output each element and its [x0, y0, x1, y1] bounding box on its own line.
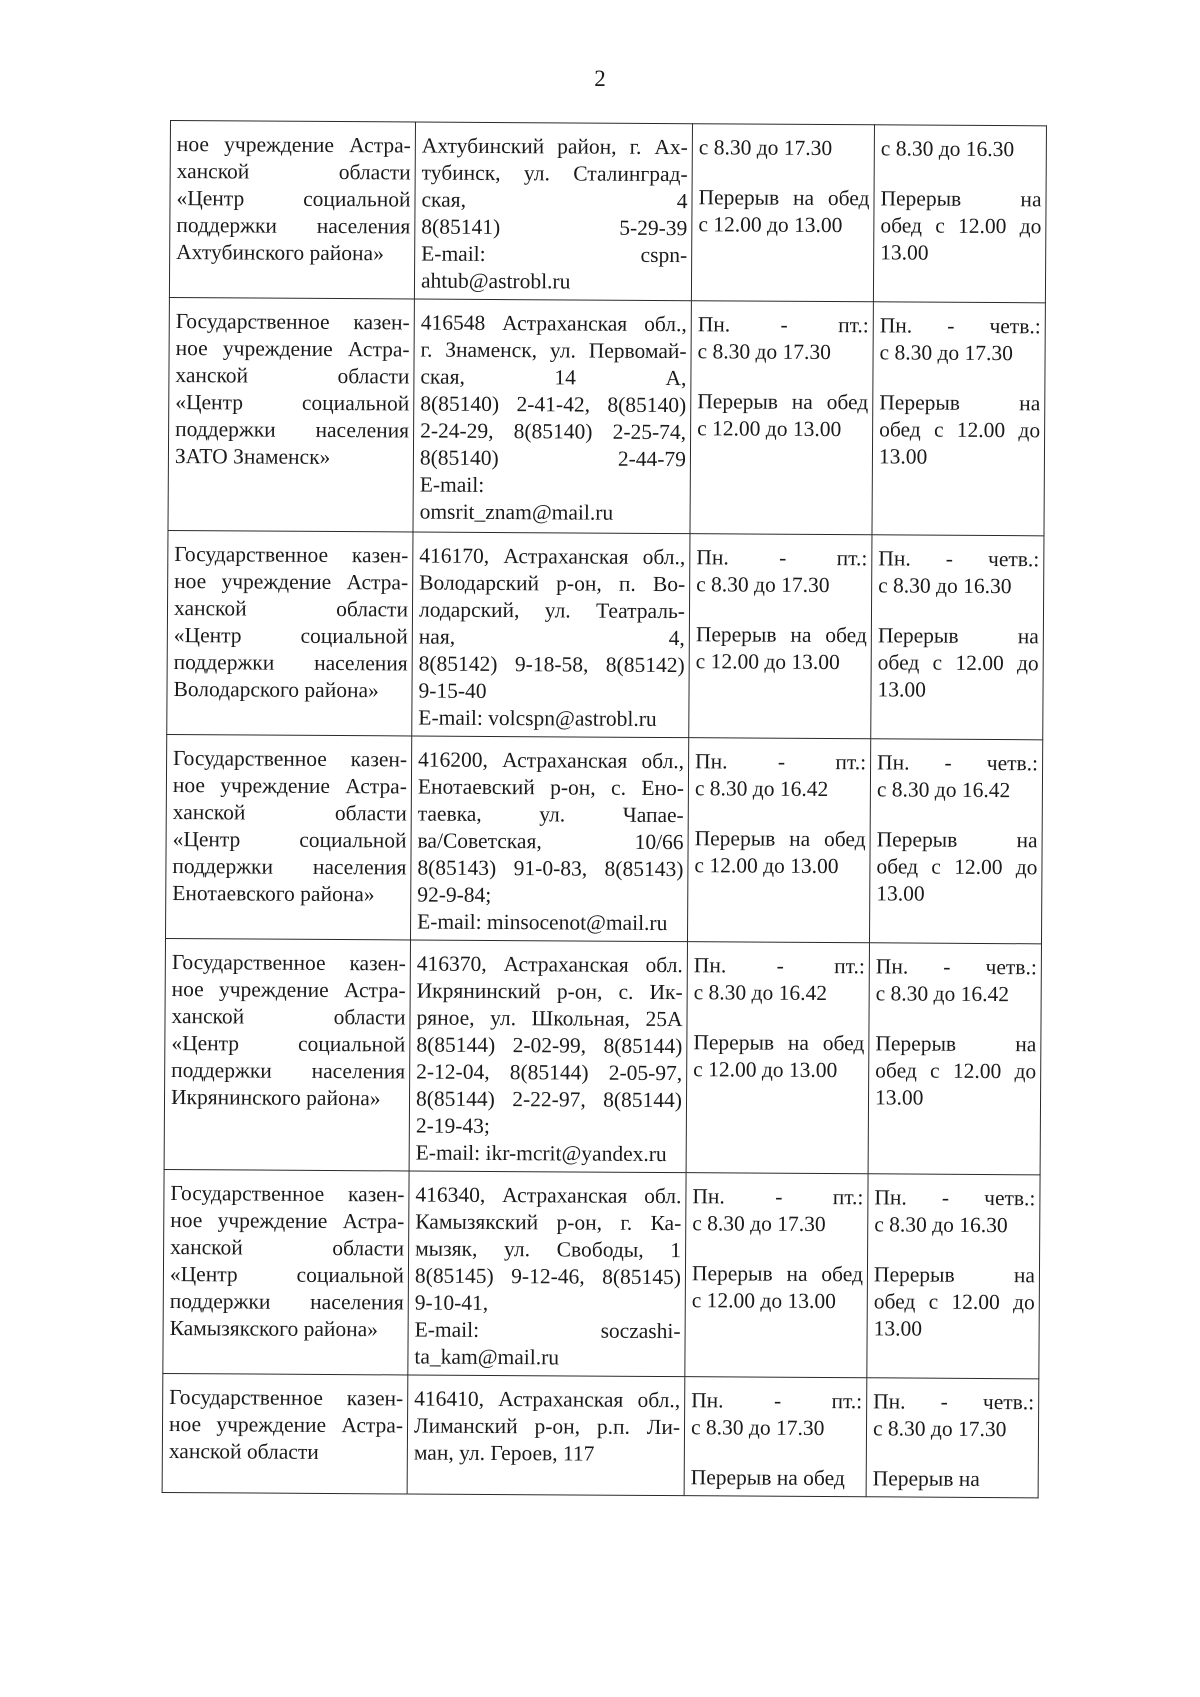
cell-text-line: с 8.30 до 16.30: [874, 1212, 1008, 1238]
cell-text-line: Перерыв на: [879, 390, 1041, 416]
cell-text-line: ное учреждение Астра-: [168, 1412, 404, 1438]
cell-text-line: «Центр социальной: [176, 186, 411, 212]
cell-text-line: с 8.30 до 16.42: [875, 981, 1010, 1007]
cell-text-line: ahtub@astrobl.ru: [420, 268, 571, 294]
cell-text-line: 8(85144) 2-02-99, 8(85144): [416, 1032, 683, 1059]
working-hours-mon-fri-cell: [690, 301, 873, 535]
spacer: [692, 1237, 863, 1261]
cell-text-line: Государственное казен-: [169, 1385, 404, 1411]
cell-text-line: с 8.30 до 17.30: [872, 1416, 1007, 1442]
cell-text-line: обед с 12.00 до: [876, 854, 1038, 880]
address-contacts-cell: [413, 299, 691, 534]
address-contacts-cell: [408, 1171, 686, 1377]
cell-text-line: обед с 12.00 до: [873, 1289, 1035, 1315]
cell-text-line: поддержки населения: [176, 213, 411, 239]
spacer: [881, 162, 1042, 186]
cell-text-line: 13.00: [874, 1085, 924, 1110]
cell-text-line: Государственное казен-: [173, 746, 408, 772]
cell-text-line: E-mail: soczashi-: [414, 1317, 681, 1344]
working-hours-mon-fri-cell: [684, 1377, 867, 1497]
cell-text-line: Государственное казен-: [170, 1181, 405, 1207]
address-contacts-cell: [412, 532, 690, 738]
cell-text-line: ханской области: [172, 800, 407, 826]
working-hours-mon-fri-cell: [689, 534, 872, 739]
cell-text-line: тубинск, ул. Сталинград-: [421, 160, 688, 187]
cell-text-line: обед с 12.00 до: [877, 650, 1039, 676]
cell-text-line: Ахтубинского района»: [176, 240, 384, 266]
cell-text-line: ная, 4,: [418, 624, 685, 651]
cell-text-line: с 8.30 до 17.30: [696, 572, 830, 598]
cell-text-line: 13.00: [877, 677, 926, 702]
cell-text-line: Пн. - четв.:: [878, 546, 1040, 572]
cell-text-line: поддержки населения: [175, 417, 410, 443]
cell-text-line: ман, ул. Героев, 117: [413, 1440, 595, 1466]
cell-text-line: Перерыв на: [875, 1031, 1037, 1057]
cell-text-line: 416410, Астраханская обл.,: [414, 1386, 681, 1413]
cell-text-line: поддержки населения: [171, 1058, 406, 1084]
cell-text-line: Икрянинский р-он, с. Ик-: [416, 978, 683, 1005]
table-row: [168, 297, 1045, 535]
cell-text-line: Ахтубинский район, г. Ах-: [421, 133, 688, 160]
cell-text-line: Енотаевского района»: [172, 881, 375, 907]
cell-text-line: 9-10-41,: [414, 1290, 489, 1315]
cell-text-line: с 8.30 до 17.30: [879, 340, 1014, 366]
table-row: [164, 938, 1041, 1174]
cell-text-line: с 12.00 до 13.00: [695, 649, 840, 675]
spacer: [879, 366, 1040, 390]
cell-text-line: 8(85145) 9-12-46, 8(85145): [414, 1263, 682, 1290]
cell-text-line: Перерыв на обед: [691, 1261, 864, 1287]
cell-text-line: с 8.30 до 16.42: [876, 777, 1011, 803]
working-hours-mon-thu-cell: [866, 1378, 1039, 1498]
cell-text-line: Камызякского района»: [169, 1316, 379, 1342]
spacer: [699, 161, 870, 185]
cell-text-line: ская, 4: [421, 187, 688, 214]
cell-text-line: Енотаевский р-он, с. Ено-: [417, 774, 685, 801]
cell-text-line: Пн. - пт.:: [697, 312, 869, 338]
cell-text-line: E-mail: minsocenot@mail.ru: [417, 909, 668, 936]
cell-text-line: 13.00: [878, 444, 928, 469]
cell-text-line: Пн. - четв.:: [877, 750, 1039, 776]
cell-text-line: E-mail: cspn-: [421, 241, 688, 268]
cell-text-line: ное учреждение Астра-: [172, 773, 408, 799]
cell-text-line: Пн. - четв.:: [879, 313, 1041, 339]
cell-text-line: ное учреждение Астра-: [175, 336, 410, 362]
cell-text-line: с 8.30 до 16.30: [878, 573, 1012, 599]
cell-text-line: поддержки населения: [172, 854, 407, 880]
working-hours-mon-thu-cell: [873, 125, 1046, 303]
cell-text-line: Перерыв на: [872, 1466, 980, 1491]
spacer: [696, 598, 867, 622]
table-row: [163, 1169, 1040, 1378]
cell-text-line: «Центр социальной: [175, 390, 410, 416]
cell-text-line: Пн. - пт.:: [695, 749, 867, 775]
cell-text-line: ханской области: [168, 1439, 319, 1464]
cell-text-line: Перерыв на обед: [693, 1030, 865, 1056]
cell-text-line: Перерыв на: [876, 827, 1038, 853]
cell-text-line: Государственное казен-: [175, 309, 410, 335]
cell-text-line: ханской области: [175, 363, 410, 389]
cell-text-line: Государственное казен-: [171, 950, 406, 976]
working-hours-mon-fri-cell: [685, 1173, 868, 1378]
cell-text-line: Пн. - четв.:: [873, 1389, 1035, 1415]
cell-text-line: «Центр социальной: [172, 827, 407, 853]
cell-text-line: обед с 12.00 до: [880, 213, 1042, 239]
organization-cell: [164, 938, 410, 1170]
working-hours-mon-thu-cell: [867, 1174, 1040, 1379]
page-number: 2: [594, 66, 606, 91]
cell-text-line: 2-24-29, 8(85140) 2-25-74,: [420, 418, 687, 445]
cell-text-line: с 12.00 до 13.00: [693, 1057, 838, 1083]
cell-text-line: 2-12-04, 8(85144) 2-05-97,: [416, 1059, 683, 1086]
cell-text-line: Лиманский р-он, р.п. Ли-: [413, 1413, 681, 1440]
address-contacts-cell: [410, 736, 688, 942]
table-row: [162, 1373, 1039, 1497]
address-contacts-cell: [409, 940, 687, 1173]
cell-text-line: таевка, ул. Чапае-: [417, 801, 684, 828]
cell-text-line: Пн. - пт.:: [696, 545, 868, 571]
cell-text-line: Пн. - четв.:: [874, 1185, 1036, 1211]
cell-text-line: с 8.30 до 17.30: [692, 1211, 826, 1237]
working-hours-mon-fri-cell: [691, 124, 874, 302]
spacer: [697, 365, 868, 389]
organization-cell: [167, 530, 413, 735]
cell-text-line: с 8.30 до 17.30: [698, 135, 833, 161]
cell-text-line: с 8.30 до 16.30: [880, 136, 1015, 162]
cell-text-line: Перерыв на обед: [694, 826, 866, 852]
cell-text-line: с 12.00 до 13.00: [691, 1288, 836, 1314]
cell-text-line: ская, 14 А,: [420, 364, 687, 391]
cell-text-line: Перерыв на обед: [690, 1465, 845, 1491]
cell-text-line: 92-9-84;: [417, 882, 492, 907]
organization-cell: [162, 1373, 408, 1493]
cell-text-line: E-mail: volcspn@astrobl.ru: [418, 705, 657, 731]
cell-text-line: г. Знаменск, ул. Первомай-: [420, 337, 687, 364]
cell-text-line: «Центр социальной: [173, 623, 408, 649]
cell-text-line: Пн. - пт.:: [692, 1184, 864, 1210]
cell-text-line: ное учреждение Астра-: [170, 1208, 405, 1234]
cell-text-line: 13.00: [880, 240, 929, 265]
spacer: [691, 1441, 862, 1465]
cell-text-line: 8(85140) 2-44-79: [419, 445, 687, 472]
cell-text-line: Перерыв на: [877, 623, 1039, 649]
cell-text-line: 9-15-40: [418, 678, 487, 703]
spacer: [877, 803, 1038, 827]
cell-text-line: 416548 Астраханская обл.,: [420, 310, 687, 337]
spacer: [873, 1442, 1034, 1466]
cell-text-line: Перерыв на: [873, 1262, 1036, 1288]
cell-text-line: E-mail:: [419, 472, 485, 497]
cell-text-line: 13.00: [876, 881, 925, 906]
organization-cell: [168, 297, 414, 531]
spacer: [695, 802, 866, 826]
cell-text-line: 8(85144) 2-22-97, 8(85144): [415, 1086, 683, 1113]
cell-text-line: с 8.30 до 17.30: [697, 339, 832, 365]
cell-text-line: ta_kam@mail.ru: [414, 1344, 560, 1370]
cell-text-line: ЗАТО Знаменск»: [174, 444, 331, 469]
cell-text-line: «Центр социальной: [169, 1262, 405, 1288]
spacer: [874, 1238, 1035, 1262]
cell-text-line: ное учреждение Астра-: [174, 569, 409, 595]
working-hours-mon-thu-cell: [869, 739, 1042, 944]
cell-text-line: обед с 12.00 до: [879, 417, 1041, 443]
cell-text-line: 8(85140) 2-41-42, 8(85140): [420, 391, 687, 418]
cell-text-line: Перерыв на обед: [698, 185, 870, 211]
cell-text-line: Икрянинского района»: [170, 1085, 381, 1111]
cell-text-line: omsrit_znam@mail.ru: [419, 499, 614, 525]
cell-text-line: ханской области: [173, 596, 409, 622]
working-hours-mon-thu-cell: [872, 302, 1045, 536]
organization-cell: [163, 1169, 409, 1374]
cell-text-line: с 8.30 до 17.30: [690, 1415, 825, 1441]
cell-text-line: ное учреждение Астра-: [176, 132, 411, 158]
cell-text-line: ханской области: [170, 1235, 405, 1261]
table-row: [167, 530, 1044, 739]
working-hours-mon-fri-cell: [687, 738, 870, 943]
cell-text-line: ханской области: [176, 159, 411, 185]
cell-text-line: поддержки населения: [169, 1289, 404, 1315]
address-contacts-cell: [414, 122, 692, 301]
cell-text-line: Перерыв на: [880, 186, 1042, 212]
cell-text-line: «Центр социальной: [171, 1031, 406, 1057]
cell-text-line: Пн. - пт.:: [691, 1388, 863, 1414]
cell-text-line: 416370, Астраханская обл.: [416, 951, 683, 978]
cell-text-line: с 12.00 до 13.00: [694, 853, 839, 879]
table-row: [169, 121, 1046, 303]
cell-text-line: Володарский р-он, п. Во-: [419, 570, 686, 597]
cell-text-line: Володарского района»: [173, 677, 379, 703]
cell-text-line: с 8.30 до 16.42: [694, 776, 829, 802]
cell-text-line: Пн. - четв.:: [875, 954, 1037, 980]
working-hours-mon-thu-cell: [868, 943, 1041, 1175]
cell-text-line: мызяк, ул. Свободы, 1: [415, 1236, 682, 1263]
address-contacts-cell: [407, 1375, 685, 1496]
cell-text-line: 2-19-43;: [415, 1113, 490, 1138]
cell-text-line: поддержки населения: [173, 650, 408, 676]
cell-text-line: Перерыв на обед: [697, 389, 869, 415]
cell-text-line: E-mail: ikr-mcrit@yandex.ru: [415, 1140, 667, 1167]
working-hours-mon-fri-cell: [686, 942, 869, 1174]
cell-text-line: 8(85142) 9-18-58, 8(85142): [418, 651, 685, 678]
cell-text-line: ханской области: [171, 1004, 406, 1030]
cell-text-line: обед с 12.00 до: [875, 1058, 1037, 1084]
spacer: [878, 599, 1039, 623]
cell-text-line: Государственное казен-: [174, 542, 409, 568]
cell-text-line: с 12.00 до 13.00: [697, 416, 842, 442]
cell-text-line: с 12.00 до 13.00: [698, 212, 843, 238]
table-row: [166, 734, 1043, 943]
cell-text-line: 8(85143) 91-0-83, 8(85143): [417, 855, 684, 882]
cell-text-line: Камызякский р-он, г. Ка-: [415, 1209, 682, 1236]
working-hours-mon-thu-cell: [871, 535, 1044, 740]
organization-cell: [169, 121, 415, 299]
cell-text-line: 416200, Астраханская обл.,: [418, 747, 685, 774]
cell-text-line: Перерыв на обед: [695, 622, 867, 648]
cell-text-line: с 8.30 до 16.42: [693, 980, 828, 1006]
spacer: [693, 1006, 864, 1030]
cell-text-line: 13.00: [873, 1316, 923, 1341]
organization-cell: [166, 734, 412, 939]
institutions-table: [162, 120, 1047, 1498]
cell-text-line: 416340, Астраханская обл.: [415, 1182, 682, 1209]
cell-text-line: Пн. - пт.:: [693, 953, 865, 979]
cell-text-line: 416170, Астраханская обл.,: [419, 543, 686, 570]
spacer: [875, 1007, 1036, 1031]
cell-text-line: ва/Советская, 10/66: [417, 828, 684, 855]
cell-text-line: лодарский, ул. Театраль-: [418, 597, 686, 624]
cell-text-line: 8(85141) 5-29-39: [421, 214, 688, 241]
cell-text-line: ряное, ул. Школьная, 25А: [416, 1005, 683, 1032]
cell-text-line: ное учреждение Астра-: [171, 977, 406, 1003]
